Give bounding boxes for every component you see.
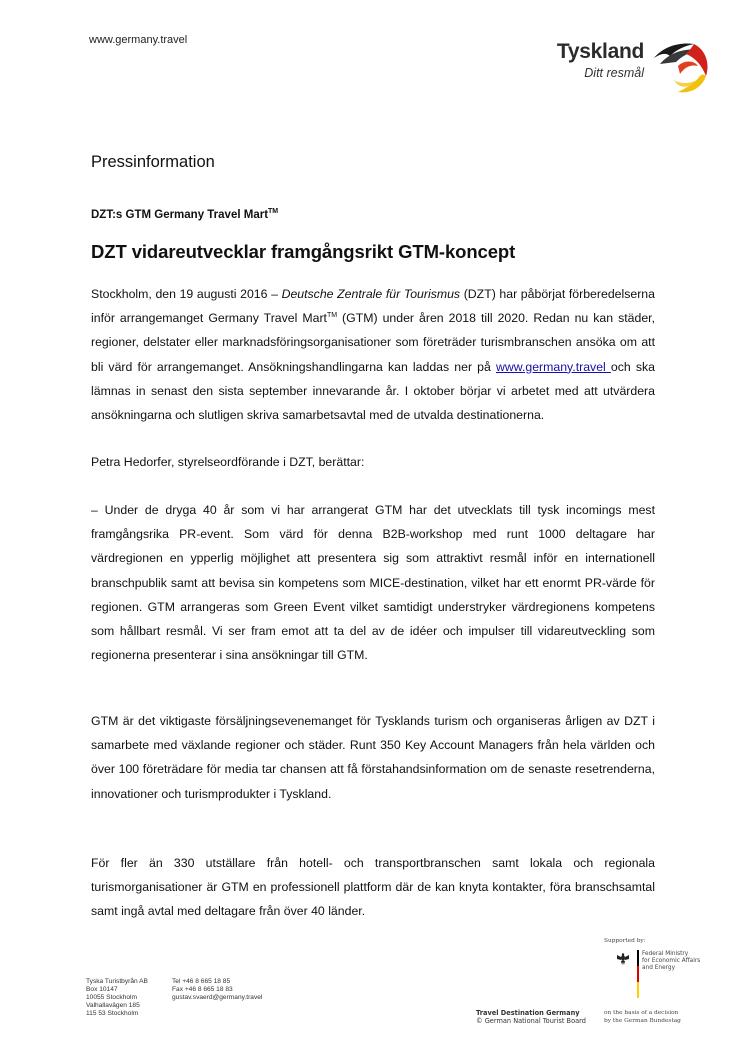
- organization-name: Deutsche Zentrale für Tourismus: [281, 287, 461, 301]
- logo-subtitle: Ditt resmål: [584, 66, 644, 80]
- decision-line: on the basis of a decision: [604, 1010, 679, 1016]
- phone: Tel +46 8 665 18 85: [172, 978, 231, 985]
- address-line: Tyska Turistbyrån AB: [86, 978, 148, 985]
- tyskland-logo: [556, 36, 716, 96]
- ministry-line: for Economic Affairs: [642, 958, 701, 964]
- fax: Fax +46 8 665 18 83: [172, 986, 233, 993]
- kicker-text: DZT:s GTM Germany Travel Mart: [91, 208, 269, 221]
- ministry-name: [642, 951, 700, 972]
- kicker: [91, 208, 278, 221]
- ministry-line: and Energy: [642, 965, 676, 971]
- footer-address: [86, 978, 148, 1018]
- exhibitors-text: För fler än 330 utställare från hotell- och transportbranschen samt lokala och regionala turismorganisationer är GTM en professionell plattform där de kan knyta kontakter, föra branschsamtal samt ingå avtal med deltagare från över 40 länder.: [91, 856, 655, 919]
- intro-part2: (DZT) har påbörjat förberedelserna inför arrangemanget Germany Travel Mart: [91, 287, 655, 326]
- paragraph-intro: [91, 282, 655, 427]
- document-type-label: Pressinformation: [91, 153, 215, 171]
- tdg-subtitle: © German National Tourist Board: [476, 1017, 586, 1025]
- attribution-text: Petra Hedorfer, styrelseordförande i DZT, berättar:: [91, 455, 365, 469]
- german-flag-bar-icon: [637, 950, 639, 998]
- decision-line: by the German Bundestag: [604, 1018, 681, 1024]
- address-line: Box 10147: [86, 986, 118, 993]
- germany-travel-link[interactable]: www.germany.travel: [495, 359, 611, 374]
- paragraph-quote-attribution: [91, 450, 655, 474]
- address-line: 115 53 Stockholm: [86, 1010, 139, 1017]
- federal-eagle-icon: [616, 952, 630, 966]
- paragraph-gtm-info: [91, 709, 655, 806]
- trademark-sup: TM: [326, 312, 338, 320]
- intro-part4: och ska lämnas in senast den sista september innevarande år. I oktober börjar vi arbetet med att utvärdera ansökningarna och slutligen skriva samarbetsavtal med de utvalda destinationerna.: [91, 359, 655, 423]
- gtm-info-text: GTM är det viktigaste försäljningsevenemanget för Tysklands turism och organiseras årligen av DZT i samarbete med växlande regioner och städer. Runt 350 Key Account Managers från hela världen och över 100 företrädare för media tar chansen att få förstahandsinformation om de senaste resetrenderna, innovationer och turismprodukter i Tyskland.: [91, 714, 655, 801]
- ministry-line: Federal Ministry: [642, 951, 689, 957]
- address-line: 10055 Stockholm: [86, 994, 137, 1001]
- address-line: Valhallavägen 185: [86, 1002, 140, 1009]
- quote-text: – Under de dryga 40 år som vi har arrangerat GTM har det utvecklats till tysk incomings mest framgångsrika PR-event. Som värd för denna B2B-workshop med runt 1000 deltagare har värdregionen en ypperlig möjlighet att presentera sig som attraktivt resmål inför en internationell branschpublik samt att bevisa sin kompetens som MICE-destination, vilket har ett enormt PR-värde för regionen. GTM arrangeras som Green Event vilket samtidigt understryker värdregionens kompetens som hållbart resmål. Vi ser fram emot att ta del av de idéer och impulser till vidareutveckling som regionerna presenterar i sina ansökningar till GTM.: [91, 503, 655, 663]
- bundestag-decision-note: [604, 1009, 681, 1025]
- germany-swoosh-logo-icon: [650, 36, 712, 96]
- tdg-branding: [476, 1009, 586, 1025]
- intro-part3: (GTM) under åren 2018 till 2020. Redan nu kan städer, regioner, delstater eller marknadsföringsorganisationer som företräder turismbranschen ansöka om att bli värd för arrangemanget. Ansökningshandlingarna kan laddas ner på: [91, 311, 655, 374]
- tdg-title: Travel Destination Germany: [476, 1009, 580, 1017]
- site-url: www.germany.travel: [89, 34, 188, 46]
- supported-by-label: Supported by:: [604, 938, 646, 944]
- paragraph-exhibitors: [91, 851, 655, 924]
- paragraph-quote: [91, 498, 655, 667]
- logo-title: Tyskland: [556, 40, 644, 63]
- trademark-sup: TM: [268, 208, 279, 215]
- intro-text: Stockholm, den 19 augusti 2016 –: [91, 287, 282, 301]
- email: gustav.svaerd@germany.travel: [172, 994, 263, 1001]
- footer-contact: [172, 978, 262, 1002]
- headline: DZT vidareutvecklar framgångsrikt GTM-koncept: [91, 241, 516, 262]
